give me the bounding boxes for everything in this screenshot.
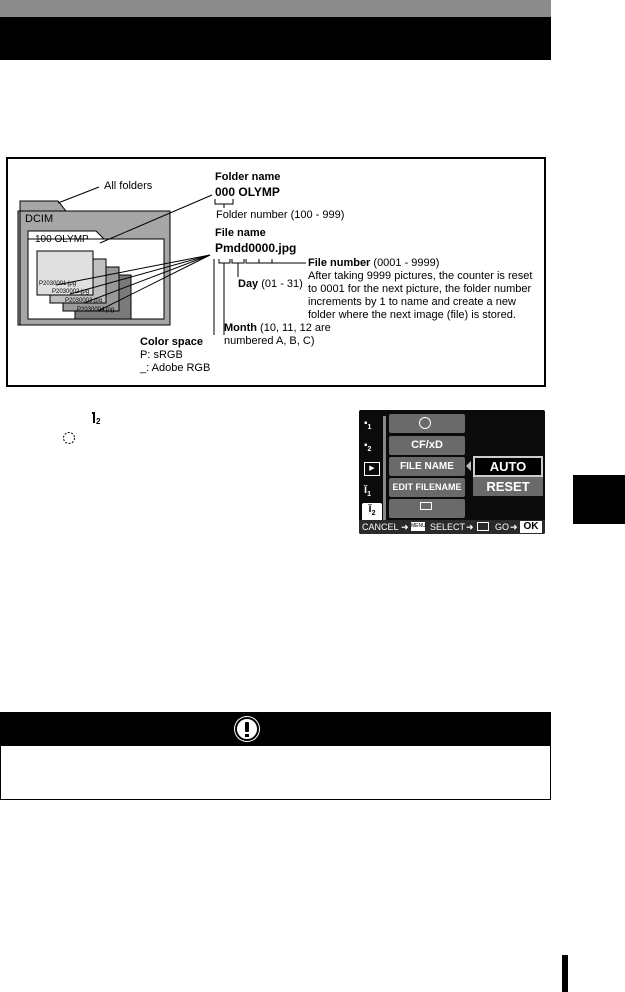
color-space-adobe: _: Adobe RGB	[140, 362, 211, 374]
footer-select: SELECT	[430, 522, 466, 532]
subfolder-label: 100 OLYMP	[35, 234, 89, 245]
all-folders-label: All folders	[104, 180, 153, 192]
file-name-diagram	[6, 157, 546, 387]
file-number-range: (0001 - 9999)	[370, 257, 440, 269]
ok-button-icon: OK	[520, 521, 542, 533]
month-range-cont: numbered A, B, C)	[224, 335, 315, 347]
tab-playback[interactable]: ▶	[364, 462, 380, 476]
menu-button-icon: MENU	[411, 523, 426, 529]
file-name-title: File name	[215, 227, 266, 239]
menu-item-clock[interactable]	[389, 414, 465, 433]
dcim-folder-label: DCIM	[25, 213, 54, 225]
tab-shooting-2[interactable]: $▪_2$	[364, 440, 372, 453]
tab-setup-2[interactable]: $ǐ_2$	[362, 503, 382, 521]
page-edge-marker	[562, 955, 568, 992]
arrow-pad-icon	[62, 431, 76, 445]
section-header-strip	[0, 0, 551, 17]
file-number-desc-line: increments by 1 to name and create a new	[308, 296, 516, 308]
folder-number-label: Folder number (100 - 999)	[216, 209, 345, 221]
menu-tab-column	[362, 414, 386, 520]
menu-scrollbar[interactable]	[383, 416, 386, 520]
camera-menu-screen	[359, 410, 545, 534]
option-auto[interactable]: AUTO	[473, 456, 543, 477]
arrow-right-icon: ➜	[510, 522, 518, 532]
clock-icon	[419, 417, 431, 429]
left-arrow-icon	[466, 461, 471, 471]
month-title: Month	[224, 322, 257, 334]
file-label: P2030003.jpg	[65, 298, 103, 304]
menu-item-file-name[interactable]: FILE NAME	[389, 457, 465, 476]
day-range: (01 - 31)	[258, 278, 303, 290]
folder-name-title: Folder name	[215, 171, 281, 183]
arrow-pad-icon	[477, 522, 489, 531]
menu-item-lcd[interactable]	[389, 499, 465, 518]
day-title: Day	[238, 278, 259, 290]
tab-shooting-1[interactable]: $▪_1$	[364, 418, 372, 431]
arrow-right-icon: ➜	[401, 522, 409, 532]
month-label	[224, 322, 331, 335]
file-number-desc-line: to 0001 for the next picture, the folder number	[308, 283, 532, 295]
file-number-desc-line: After taking 9999 pictures, the counter is reset	[308, 270, 533, 282]
caution-icon	[235, 717, 259, 741]
file-name-example: Pmdd0000.jpg	[215, 241, 297, 255]
day-label	[238, 278, 303, 291]
option-reset[interactable]: RESET	[473, 477, 543, 496]
file-number-title: File number	[308, 257, 371, 269]
month-range: (10, 11, 12 are	[256, 322, 331, 334]
file-label: P2030001.jpg	[39, 281, 77, 287]
chapter-tab	[573, 475, 625, 524]
arrow-right-icon: ➜	[466, 522, 474, 532]
footer-cancel: CANCEL	[362, 522, 399, 532]
color-space-title: Color space	[140, 336, 203, 348]
notice-header	[0, 712, 551, 746]
file-label: P2030004.jpg	[77, 307, 115, 313]
setup-2-icon	[91, 410, 103, 426]
file-number-desc-line: folder where the next image (file) is stored.	[308, 309, 516, 321]
page-title-bar	[0, 17, 551, 60]
notice-body	[0, 746, 551, 800]
menu-footer	[359, 520, 545, 534]
svg-text:2: 2	[96, 417, 101, 426]
file-label: P2030002.jpg	[52, 289, 90, 295]
menu-item-edit-filename[interactable]: EDIT FILENAME	[389, 478, 465, 497]
file-number-label	[308, 257, 439, 270]
menu-item-cfxd[interactable]: CF/xD	[389, 436, 465, 455]
monitor-icon	[420, 502, 432, 510]
footer-go: GO	[495, 522, 510, 532]
tab-setup-1[interactable]: $ǐ_1$	[364, 484, 371, 499]
folder-name-example: 000 OLYMP	[215, 185, 280, 199]
color-space-srgb: P: sRGB	[140, 349, 183, 361]
